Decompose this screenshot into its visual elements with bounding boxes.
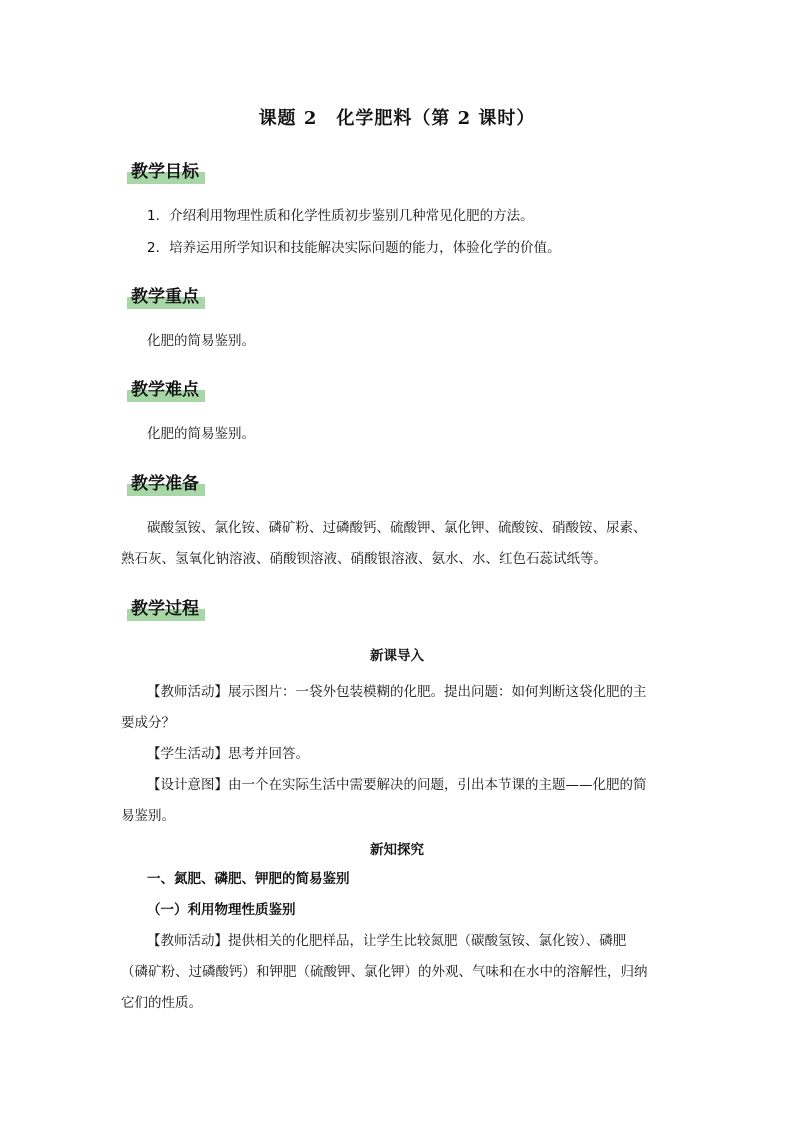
- section-heading-goals: 教学目标: [127, 160, 205, 186]
- part1-subheading: （一）利用物理性质鉴别: [147, 902, 296, 918]
- intro-line-1: 【教师活动】展示图片：一袋外包装模糊的化肥。提出问题：如何判断这袋化肥的主: [147, 684, 647, 700]
- subheading-intro: 新课导入: [370, 648, 424, 664]
- goal-item-2: 2．培养运用所学知识和技能解决实际问题的能力，体验化学的价值。: [147, 240, 561, 256]
- section-heading-process: 教学过程: [127, 597, 205, 623]
- intro-line-2: 要成分？: [121, 715, 175, 731]
- part1-heading: 一、氮肥、磷肥、钾肥的简易鉴别: [147, 871, 350, 887]
- intro-line-5: 易鉴别。: [121, 808, 175, 824]
- preparation-line-2: 熟石灰、氢氧化钠溶液、硝酸钡溶液、硝酸银溶液、氨水、水、红色石蕊试纸等。: [121, 551, 607, 567]
- subheading-explore: 新知探究: [370, 842, 424, 858]
- section-heading-key-points: 教学重点: [127, 285, 205, 311]
- intro-line-4: 【设计意图】由一个在实际生活中需要解决的问题，引出本节课的主题——化肥的简: [147, 777, 647, 793]
- part1-line-3: 它们的性质。: [121, 995, 202, 1011]
- page-title: 课题 2 化学肥料（第 2 课时）: [258, 108, 536, 129]
- section-heading-preparation: 教学准备: [127, 472, 205, 498]
- section-heading-difficulties: 教学难点: [127, 378, 205, 404]
- difficulties-text: 化肥的简易鉴别。: [147, 426, 255, 442]
- key-points-text: 化肥的简易鉴别。: [147, 333, 255, 349]
- part1-line-2: （磷矿粉、过磷酸钙）和钾肥（硫酸钾、氯化钾）的外观、气味和在水中的溶解性，归纳: [121, 964, 648, 980]
- part1-line-1: 【教师活动】提供相关的化肥样品，让学生比较氮肥（碳酸氢铵、氯化铵）、磷肥: [147, 933, 627, 949]
- goal-item-1: 1．介绍利用物理性质和化学性质初步鉴别几种常见化肥的方法。: [147, 208, 534, 224]
- intro-line-3: 【学生活动】思考并回答。: [147, 746, 309, 762]
- preparation-line-1: 碳酸氢铵、氯化铵、磷矿粉、过磷酸钙、硫酸钾、氯化钾、硫酸铵、硝酸铵、尿素、: [147, 520, 647, 536]
